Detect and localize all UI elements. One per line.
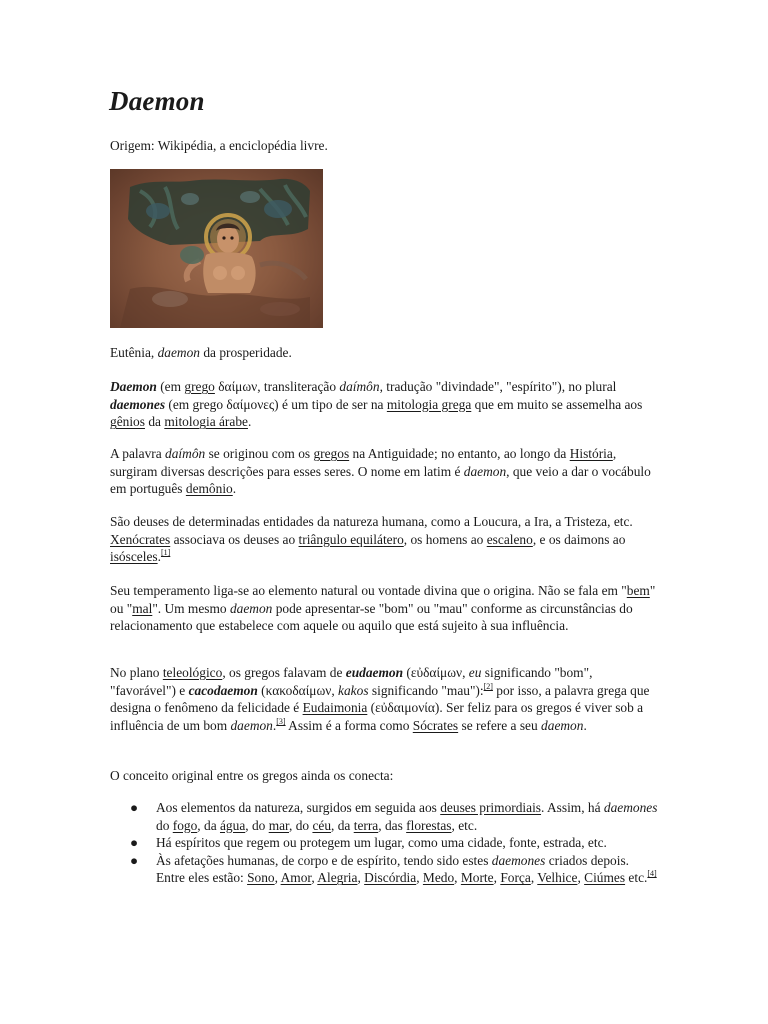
wiki-link[interactable]: Velhice	[537, 870, 578, 886]
text-run: , das	[378, 817, 407, 833]
text-run: , os homens ao	[403, 531, 487, 547]
italic-term: daemon	[463, 463, 507, 479]
text-run: da	[144, 414, 165, 430]
text-run: Às afetações humanas, de corpo e de espírito, tendo sido estes	[156, 852, 492, 868]
text-run: , etc.	[451, 817, 478, 833]
italic-term: daemon	[541, 717, 584, 733]
wiki-link[interactable]: florestas	[406, 817, 452, 833]
bullet-icon: ●	[130, 800, 139, 815]
paragraph-definition	[110, 378, 658, 431]
wiki-link[interactable]: Morte	[460, 870, 494, 886]
text-run: Aos elementos da natureza, surgidos em seguida aos	[156, 800, 441, 815]
reference-link[interactable]: [4]	[647, 869, 657, 879]
text-run: .	[247, 414, 252, 430]
text-run: ". Um mesmo	[152, 600, 230, 616]
bold-term: daemones	[110, 396, 166, 412]
caption-text-a: Eutênia,	[110, 345, 158, 360]
text-run: na Antiguidade; no entanto, ao longo da	[349, 446, 570, 461]
text-run: (κακοδαίμων,	[257, 682, 339, 698]
wiki-link[interactable]: grego	[184, 379, 215, 394]
fresco-illustration	[110, 169, 323, 328]
bold-term: eudaemon	[345, 665, 404, 680]
bold-term: cacodaemon	[188, 682, 258, 698]
wiki-link[interactable]: Força	[500, 870, 531, 886]
text-run: No plano	[110, 665, 163, 680]
italic-term: daemones	[603, 800, 658, 815]
wiki-link[interactable]: céu	[312, 817, 332, 833]
text-run: (em grego δαίμονες) é um tipo de ser na	[165, 396, 387, 412]
wiki-link[interactable]: Alegria	[317, 870, 358, 886]
text-run: significando "mau"):	[368, 682, 484, 698]
wiki-link[interactable]: Amor	[280, 870, 312, 886]
text-run: se originou com os	[205, 446, 314, 461]
text-run: , do	[245, 817, 269, 833]
text-run: . Assim, há	[541, 800, 604, 815]
wiki-link[interactable]: água	[219, 817, 246, 833]
italic-term: eu	[468, 665, 482, 680]
text-run: , do	[289, 817, 313, 833]
text-run: se refere a seu	[458, 717, 542, 733]
paragraph-etymology	[110, 445, 658, 498]
wiki-link[interactable]: escaleno	[486, 531, 533, 547]
italic-term: daímôn	[165, 446, 206, 461]
wiki-link[interactable]: Sono	[247, 870, 275, 886]
text-run: .	[157, 549, 161, 565]
wiki-link[interactable]: Medo	[422, 870, 455, 886]
text-run: , da	[331, 817, 354, 833]
italic-term: daemones	[491, 852, 546, 868]
figure-caption	[110, 344, 658, 362]
wiki-link[interactable]: mitologia árabe	[164, 414, 248, 430]
caption-text-c: da prosperidade.	[200, 345, 292, 360]
paragraph-temperament	[110, 582, 658, 635]
reference-link[interactable]: [2]	[483, 681, 493, 691]
text-run: (εὐδαίμων,	[403, 665, 469, 680]
text-run: A palavra	[110, 446, 166, 461]
italic-term: kakos	[338, 682, 369, 698]
text-run: por isso, a palavra grega que designa o fenômeno da felicidade é	[110, 682, 650, 716]
text-run: criados depois. Entre eles estão:	[156, 852, 630, 886]
text-run: ,	[416, 870, 423, 886]
wiki-link[interactable]: Ciúmes	[584, 870, 626, 886]
source-line: Origem: Wikipédia, a enciclopédia livre.	[110, 138, 328, 153]
text-run: " ou "	[110, 583, 656, 616]
text-run: etc.	[625, 870, 648, 886]
text-run: pode apresentar-se "bom" ou "mau" conforme as circunstâncias do relacionamento que estabelece com aquele ou aquilo que está sujeito à sua influência.	[110, 600, 633, 634]
wiki-link[interactable]: gênios	[110, 414, 145, 430]
wiki-link[interactable]: Xenócrates	[110, 531, 171, 547]
wiki-link[interactable]: isósceles	[110, 549, 158, 565]
text-run: , e os daimons ao	[532, 531, 626, 547]
wiki-link[interactable]: Discórdia	[364, 870, 417, 886]
paragraph-concept: O conceito original entre os gregos ainda os conecta:	[110, 768, 394, 783]
wiki-link[interactable]: deuses primordiais	[440, 800, 542, 815]
text-run: São deuses de determinadas entidades da natureza humana, como a Loucura, a Ira, a Tristeza, etc.	[110, 514, 633, 529]
paragraph-entities	[110, 513, 658, 566]
text-run: (εὐδαιμονία). Ser feliz para os gregos é viver sob a influência de um bom	[110, 700, 644, 733]
text-run: do	[156, 817, 173, 833]
text-run: ,	[311, 870, 318, 886]
text-run: ,	[493, 870, 501, 886]
list-item	[110, 834, 658, 852]
list-item	[110, 799, 658, 834]
paragraph-eudaemon	[110, 664, 658, 734]
reference-link[interactable]: [1]	[160, 548, 171, 558]
text-run: significando "bom", "favorável") e	[110, 665, 593, 698]
text-run: ,	[274, 870, 281, 886]
wiki-link[interactable]: gregos	[313, 446, 350, 461]
text-run: (em	[156, 379, 185, 394]
wiki-link[interactable]: mal	[132, 600, 153, 616]
text-run: , surgiram diversas descrições para esses seres. O nome em latim é	[110, 446, 617, 479]
text-run: δαίμων, transliteração	[214, 379, 340, 394]
wiki-link[interactable]: triângulo equilátero	[298, 531, 404, 547]
italic-term: daemon	[230, 717, 273, 733]
text-run: que em muito se assemelha aos	[471, 396, 643, 412]
bullet-list	[110, 799, 658, 887]
fresco-image	[110, 169, 323, 328]
italic-term: daímôn	[339, 379, 380, 394]
text-run: , da	[197, 817, 220, 833]
wiki-link[interactable]: terra	[353, 817, 379, 833]
text-run: .	[272, 717, 277, 733]
text-run: ,	[357, 870, 365, 886]
wiki-link[interactable]: teleológico	[162, 665, 223, 680]
bold-term: Daemon	[110, 379, 157, 394]
text-run: .	[583, 717, 587, 733]
list-item	[110, 852, 658, 887]
list-item-text	[156, 800, 657, 833]
list-item-text	[156, 853, 657, 886]
text-run: .	[232, 481, 237, 497]
list-item-text	[156, 835, 607, 850]
wiki-link[interactable]: Sócrates	[412, 717, 459, 733]
bullet-icon: ●	[130, 852, 139, 868]
text-run: associava os deuses ao	[170, 531, 299, 547]
text-run: Seu temperamento liga-se ao elemento natural ou vontade divina que o origina. Não se fala em "	[110, 583, 627, 598]
wiki-link[interactable]: mitologia grega	[386, 396, 472, 412]
text-run: Há espíritos que regem ou protegem um lugar, como uma cidade, fonte, estrada, etc.	[156, 835, 607, 851]
text-run: ,	[577, 870, 585, 886]
text-run: ,	[454, 870, 461, 886]
text-run: , tradução "divindade", "espírito"), no plural	[379, 379, 617, 394]
text-run: Assim é a forma como	[285, 717, 413, 733]
reference-link[interactable]: [3]	[276, 716, 286, 726]
wiki-link[interactable]: fogo	[172, 817, 198, 833]
wiki-link[interactable]: bem	[626, 583, 650, 598]
wiki-link[interactable]: História	[569, 446, 613, 461]
wiki-link[interactable]: Eudaimonia	[302, 700, 368, 716]
bullet-icon: ●	[130, 835, 139, 851]
italic-term: daemon	[229, 600, 273, 616]
page-title: Daemon	[109, 86, 205, 116]
wiki-link[interactable]: demônio	[185, 481, 233, 497]
text-run: , que veio a dar o vocábulo em português	[110, 463, 651, 497]
text-run: , os gregos falavam de	[222, 665, 346, 680]
text-run: ,	[530, 870, 538, 886]
caption-text-b: daemon	[157, 345, 200, 360]
wiki-link[interactable]: mar	[268, 817, 289, 833]
